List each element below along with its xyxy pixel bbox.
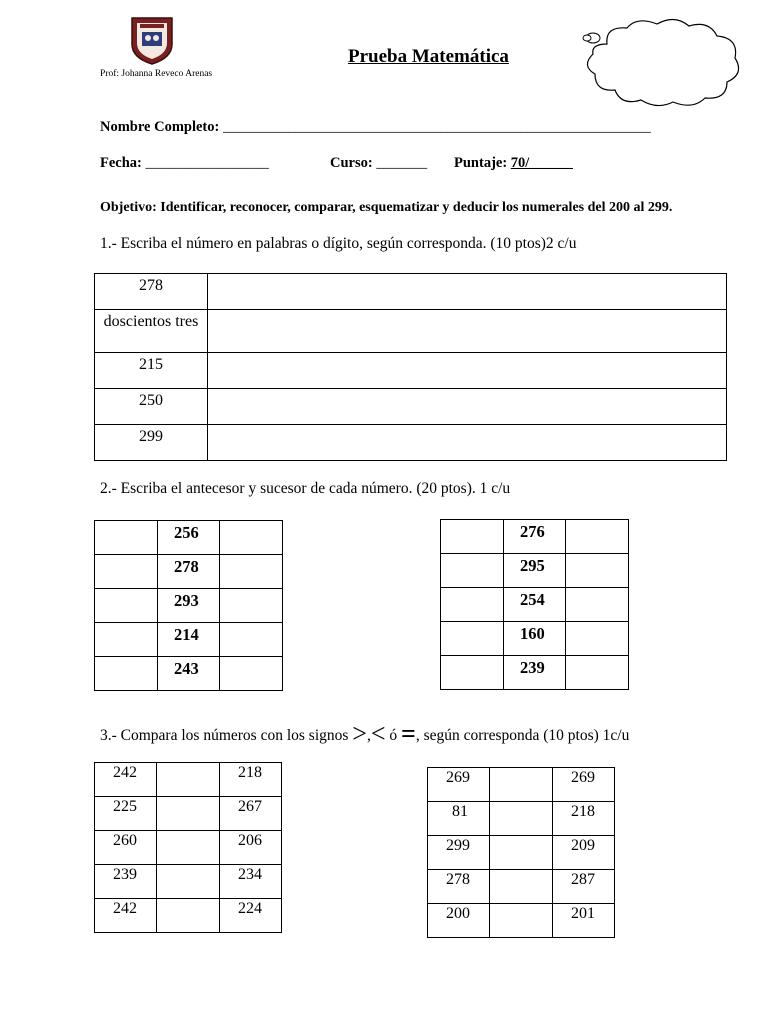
predecessor-cell[interactable] — [95, 657, 158, 691]
table-row — [95, 389, 727, 425]
right-number-cell: 287 — [553, 870, 615, 904]
table-row — [95, 521, 283, 555]
number-cell: 276 — [504, 520, 566, 554]
table-row — [95, 353, 727, 389]
section3-left-table — [94, 762, 282, 933]
right-number-cell: 269 — [553, 768, 615, 802]
table-row — [95, 589, 283, 623]
predecessor-cell[interactable] — [95, 589, 158, 623]
number-cell: 293 — [158, 589, 220, 623]
table-row — [95, 831, 282, 865]
table-row — [428, 768, 615, 802]
course-row — [330, 155, 427, 172]
right-number-cell: 201 — [553, 904, 615, 938]
number-cell: 214 — [158, 623, 220, 657]
number-cell: 160 — [504, 622, 566, 656]
sign-cell[interactable] — [490, 870, 553, 904]
table-row — [95, 657, 283, 691]
full-name-label: Nombre Completo: — [100, 119, 220, 135]
sign-cell[interactable] — [157, 763, 220, 797]
predecessor-cell[interactable] — [441, 520, 504, 554]
left-number-cell: 278 — [428, 870, 490, 904]
full-name-blank[interactable]: ___________________________________________________________ — [222, 119, 651, 135]
left-number-cell: 81 — [428, 802, 490, 836]
school-crest-logo — [128, 14, 176, 66]
predecessor-cell[interactable] — [95, 623, 158, 657]
full-name-row — [100, 119, 651, 136]
successor-cell[interactable] — [566, 656, 629, 690]
answer-cell[interactable] — [208, 425, 727, 461]
table-row — [95, 274, 727, 310]
section2-instruction: 2.- Escriba el antecesor y sucesor de cada número. (20 ptos). 1 c/u — [100, 480, 511, 497]
successor-cell[interactable] — [566, 520, 629, 554]
table-row — [428, 802, 615, 836]
successor-cell[interactable] — [220, 521, 283, 555]
table-row — [95, 623, 283, 657]
table-row — [428, 904, 615, 938]
left-number-cell: 239 — [95, 865, 157, 899]
sign-cell[interactable] — [490, 802, 553, 836]
successor-cell[interactable] — [220, 589, 283, 623]
table-row — [428, 870, 615, 904]
number-cell: 256 — [158, 521, 220, 555]
left-number-cell: 242 — [95, 763, 157, 797]
predecessor-cell[interactable] — [441, 554, 504, 588]
thought-cloud-icon — [577, 16, 745, 108]
successor-cell[interactable] — [220, 657, 283, 691]
course-blank[interactable]: _______ — [376, 155, 428, 171]
section2-right-table — [440, 519, 629, 690]
number-cell: 243 — [158, 657, 220, 691]
answer-cell[interactable] — [208, 353, 727, 389]
number-cell: 254 — [504, 588, 566, 622]
sign-cell[interactable] — [490, 836, 553, 870]
number-cell: 278 — [95, 274, 208, 310]
left-number-cell: 200 — [428, 904, 490, 938]
predecessor-cell[interactable] — [95, 521, 158, 555]
table-row — [95, 797, 282, 831]
date-blank[interactable]: _________________ — [145, 155, 269, 171]
right-number-cell: 224 — [220, 899, 282, 933]
section1-table — [94, 273, 727, 461]
objective-text: Objetivo: Identificar, reconocer, comparar, esquematizar y deducir los numerales del 200 al 299. — [100, 200, 673, 215]
table-row — [95, 425, 727, 461]
number-cell: 299 — [95, 425, 208, 461]
table-row — [428, 836, 615, 870]
sign-cell[interactable] — [157, 797, 220, 831]
score-label: Puntaje: — [454, 155, 508, 171]
comma-separator: , — [366, 727, 371, 744]
course-label: Curso: — [330, 155, 373, 171]
predecessor-cell[interactable] — [441, 588, 504, 622]
successor-cell[interactable] — [220, 555, 283, 589]
successor-cell[interactable] — [566, 588, 629, 622]
page-title: Prueba Matemática — [348, 46, 509, 67]
sign-cell[interactable] — [157, 865, 220, 899]
section3-right-table — [427, 767, 615, 938]
successor-cell[interactable] — [566, 622, 629, 656]
or-separator: ó — [385, 727, 402, 744]
predecessor-cell[interactable] — [95, 555, 158, 589]
table-row — [441, 554, 629, 588]
sign-cell[interactable] — [490, 768, 553, 802]
equals-symbol: = — [401, 719, 416, 748]
successor-cell[interactable] — [220, 623, 283, 657]
section2-left-table — [94, 520, 283, 691]
table-row — [95, 555, 283, 589]
left-number-cell: 225 — [95, 797, 157, 831]
answer-cell[interactable] — [208, 389, 727, 425]
sign-cell[interactable] — [157, 899, 220, 933]
table-row — [95, 310, 727, 353]
table-row — [441, 588, 629, 622]
number-cell: 239 — [504, 656, 566, 690]
right-number-cell: 206 — [220, 831, 282, 865]
score-row — [454, 155, 573, 172]
right-number-cell: 267 — [220, 797, 282, 831]
predecessor-cell[interactable] — [441, 656, 504, 690]
right-number-cell: 209 — [553, 836, 615, 870]
table-row — [95, 899, 282, 933]
greater-than-symbol: > — [352, 719, 367, 748]
left-number-cell: 299 — [428, 836, 490, 870]
table-row — [95, 865, 282, 899]
less-than-symbol: < — [370, 719, 386, 748]
right-number-cell: 234 — [220, 865, 282, 899]
number-cell: doscientos tres — [95, 310, 208, 353]
date-row — [100, 155, 269, 172]
table-row — [441, 520, 629, 554]
table-row — [441, 656, 629, 690]
sign-cell[interactable] — [490, 904, 553, 938]
section3-instruction — [100, 719, 629, 749]
number-cell: 295 — [504, 554, 566, 588]
teacher-name: Prof: Johanna Reveco Arenas — [100, 69, 213, 79]
left-number-cell: 242 — [95, 899, 157, 933]
answer-cell[interactable] — [208, 274, 727, 310]
section3-instruction-start: 3.- Compara los números con los signos — [100, 727, 353, 744]
number-cell: 250 — [95, 389, 208, 425]
right-number-cell: 218 — [553, 802, 615, 836]
number-cell: 215 — [95, 353, 208, 389]
table-row — [95, 763, 282, 797]
predecessor-cell[interactable] — [441, 622, 504, 656]
section1-instruction: 1.- Escriba el número en palabras o dígito, según corresponda. (10 ptos)2 c/u — [100, 235, 577, 252]
answer-cell[interactable] — [208, 310, 727, 353]
left-number-cell: 260 — [95, 831, 157, 865]
right-number-cell: 218 — [220, 763, 282, 797]
sign-cell[interactable] — [157, 831, 220, 865]
successor-cell[interactable] — [566, 554, 629, 588]
left-number-cell: 269 — [428, 768, 490, 802]
number-cell: 278 — [158, 555, 220, 589]
section3-instruction-end: , según corresponda (10 ptos) 1c/u — [415, 727, 630, 744]
score-value[interactable]: 70/______ — [510, 155, 573, 171]
table-row — [441, 622, 629, 656]
date-label: Fecha: — [100, 155, 142, 171]
